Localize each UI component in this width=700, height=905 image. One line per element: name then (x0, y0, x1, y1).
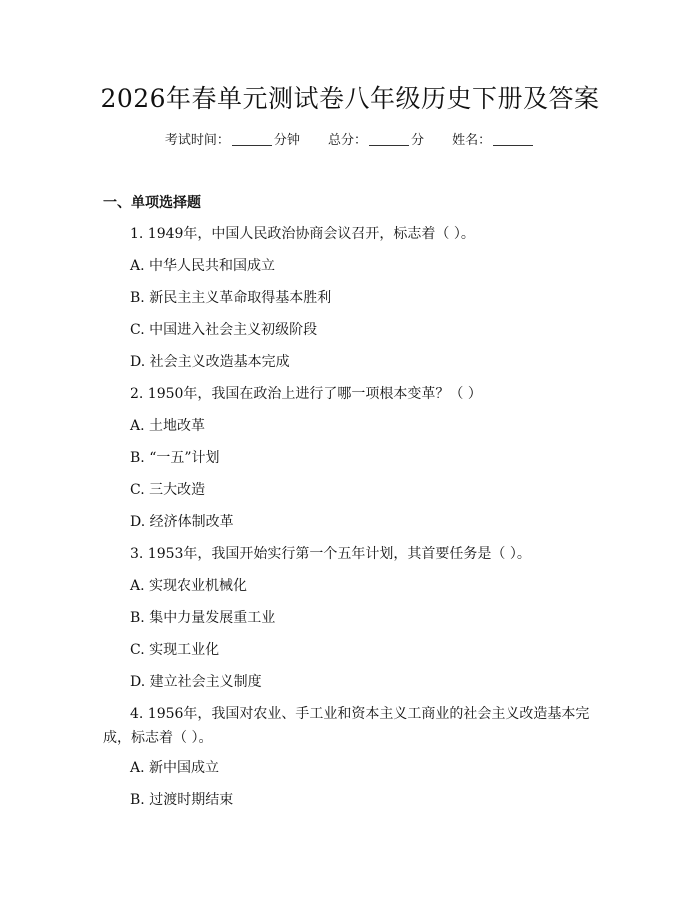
time-blank (232, 132, 272, 146)
question-stem: 2. 1950年，我国在政治上进行了哪一项根本变革？（ ） (130, 386, 482, 402)
page-title: 2026年春单元测试卷八年级历史下册及答案 (100, 84, 600, 113)
question-option: D. 社会主义改造基本完成 (130, 354, 290, 370)
question-option: C. 三大改造 (130, 482, 206, 498)
score-label: 总分： (327, 133, 367, 148)
question-option: B. 新民主主义革命取得基本胜利 (130, 290, 332, 306)
question-option: B. 过渡时期结束 (130, 792, 234, 808)
name-field (452, 131, 535, 151)
question-option: C. 实现工业化 (130, 642, 220, 658)
question-option: A. 新中国成立 (130, 760, 220, 776)
question-option: A. 土地改革 (130, 418, 206, 434)
section-heading: 一、单项选择题 (103, 195, 201, 211)
question-option: C. 中国进入社会主义初级阶段 (130, 322, 318, 338)
time-field (165, 131, 300, 151)
score-blank (369, 132, 409, 146)
name-blank (493, 132, 533, 146)
time-unit: 分钟 (273, 133, 300, 148)
name-label: 姓名： (452, 133, 492, 148)
question-option: A. 中华人民共和国成立 (130, 258, 276, 274)
question-option: B. 集中力量发展重工业 (130, 610, 276, 626)
question-stem: 3. 1953年，我国开始实行第一个五年计划，其首要任务是（ ）。 (130, 546, 531, 562)
question-option: B. “一五”计划 (130, 450, 220, 466)
exam-meta (0, 131, 700, 151)
question-stem: 4. 1956年，我国对农业、手工业和资本主义工商业的社会主义改造基本完成，标志着（ ）。 (103, 706, 590, 746)
question-option: D. 经济体制改革 (130, 514, 234, 530)
time-label: 考试时间： (164, 133, 230, 148)
question-stem: 1. 1949年，中国人民政治协商会议召开，标志着（ ）。 (130, 226, 475, 242)
score-unit: 分 (411, 133, 425, 148)
question-option: D. 建立社会主义制度 (130, 674, 262, 690)
score-field (328, 131, 424, 151)
question-option: A. 实现农业机械化 (130, 578, 248, 594)
